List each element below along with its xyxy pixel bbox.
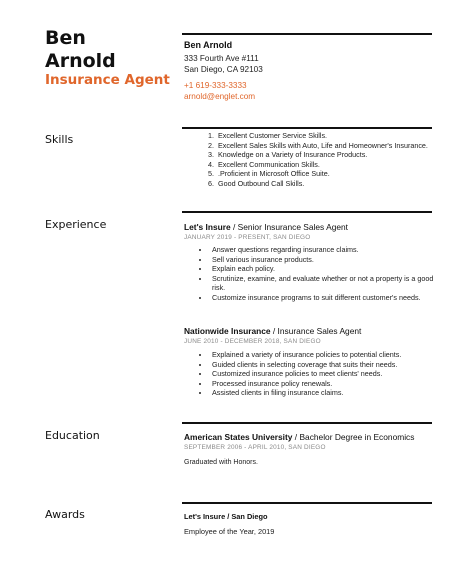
job-entry [184, 222, 434, 303]
experience-rule [182, 211, 432, 213]
award-text: Employee of the Year, 2019 [184, 527, 275, 536]
education-note: Graduated with Honors. [184, 459, 258, 466]
contact-name: Ben Arnold [184, 40, 233, 50]
education-rule [182, 422, 432, 424]
header-rule [182, 33, 432, 35]
duty-item: • Assisted clients in filing insurance claims. [210, 388, 434, 398]
duty-item: • Explained a variety of insurance policies to potential clients. [210, 350, 434, 360]
job-role: Senior Insurance Sales Agent [237, 222, 348, 232]
contact-email: arnold@englet.com [184, 92, 256, 101]
job-duties [184, 245, 434, 303]
duty-item: • Customize insurance programs to suit different customer's needs. [210, 293, 434, 303]
education-separator: / [292, 432, 300, 442]
skill-item: 6. Good Outbound Call Skills. [216, 179, 430, 189]
last-name: Arnold [45, 50, 116, 72]
skill-item: 3. Knowledge on a Variety of Insurance Products. [216, 150, 430, 160]
duty-item: • Explain each policy. [210, 264, 434, 274]
contact-street: 333 Fourth Ave #111 [184, 54, 259, 63]
duty-item: • Sell various insurance products. [210, 255, 434, 265]
job-heading [184, 222, 434, 233]
award-entry [184, 512, 434, 537]
skill-item: 1. Excellent Customer Service Skills. [216, 131, 430, 141]
first-name: Ben [45, 27, 86, 49]
experience-heading: Experience [45, 218, 107, 231]
skills-heading: Skills [45, 133, 74, 146]
skills-rule [182, 127, 432, 129]
award-title: Let's Insure / San Diego [184, 512, 268, 521]
education-heading-line [184, 432, 434, 443]
job-duties [184, 350, 434, 398]
contact-city: San Diego, CA 92103 [184, 65, 263, 74]
duty-item: • Customized insurance policies to meet clients' needs. [210, 369, 434, 379]
duty-item: • Scrutinize, examine, and evaluate whether or not a property is a good risk. [210, 274, 434, 293]
skill-item: 5. .Proficient in Microsoft Office Suite. [216, 169, 430, 179]
job-entry [184, 326, 434, 398]
education-entry [184, 432, 434, 468]
job-role: Insurance Sales Agent [277, 326, 362, 336]
awards-rule [182, 502, 432, 504]
education-school: American States University [184, 432, 293, 442]
job-employer: Let's Insure [184, 222, 231, 232]
contact-phone: +1 619-333-3333 [184, 81, 247, 90]
job-dates: JUNE 2010 - DECEMBER 2018, SAN DIEGO [184, 338, 321, 345]
contact-block [184, 40, 263, 102]
job-separator: / [230, 222, 238, 232]
education-dates: SEPTEMBER 2006 - APRIL 2010, SAN DIEGO [184, 444, 326, 451]
job-title: Insurance Agent [45, 72, 170, 88]
job-separator: / [270, 326, 278, 336]
skill-item: 4. Excellent Communication Skills. [216, 160, 430, 170]
duty-item: • Processed insurance policy renewals. [210, 379, 434, 389]
job-dates: JANUARY 2019 - PRESENT, SAN DIEGO [184, 234, 311, 241]
duty-item: • Guided clients in selecting coverage that suits their needs. [210, 360, 434, 370]
duty-item: • Answer questions regarding insurance claims. [210, 245, 434, 255]
job-employer: Nationwide Insurance [184, 326, 271, 336]
awards-heading: Awards [45, 508, 85, 521]
education-heading: Education [45, 429, 100, 442]
skill-item: 2. Excellent Sales Skills with Auto, Life and Homeowner's Insurance. [216, 141, 430, 151]
skills-list [200, 131, 430, 189]
job-heading [184, 326, 434, 337]
education-degree: Bachelor Degree in Economics [299, 432, 415, 442]
